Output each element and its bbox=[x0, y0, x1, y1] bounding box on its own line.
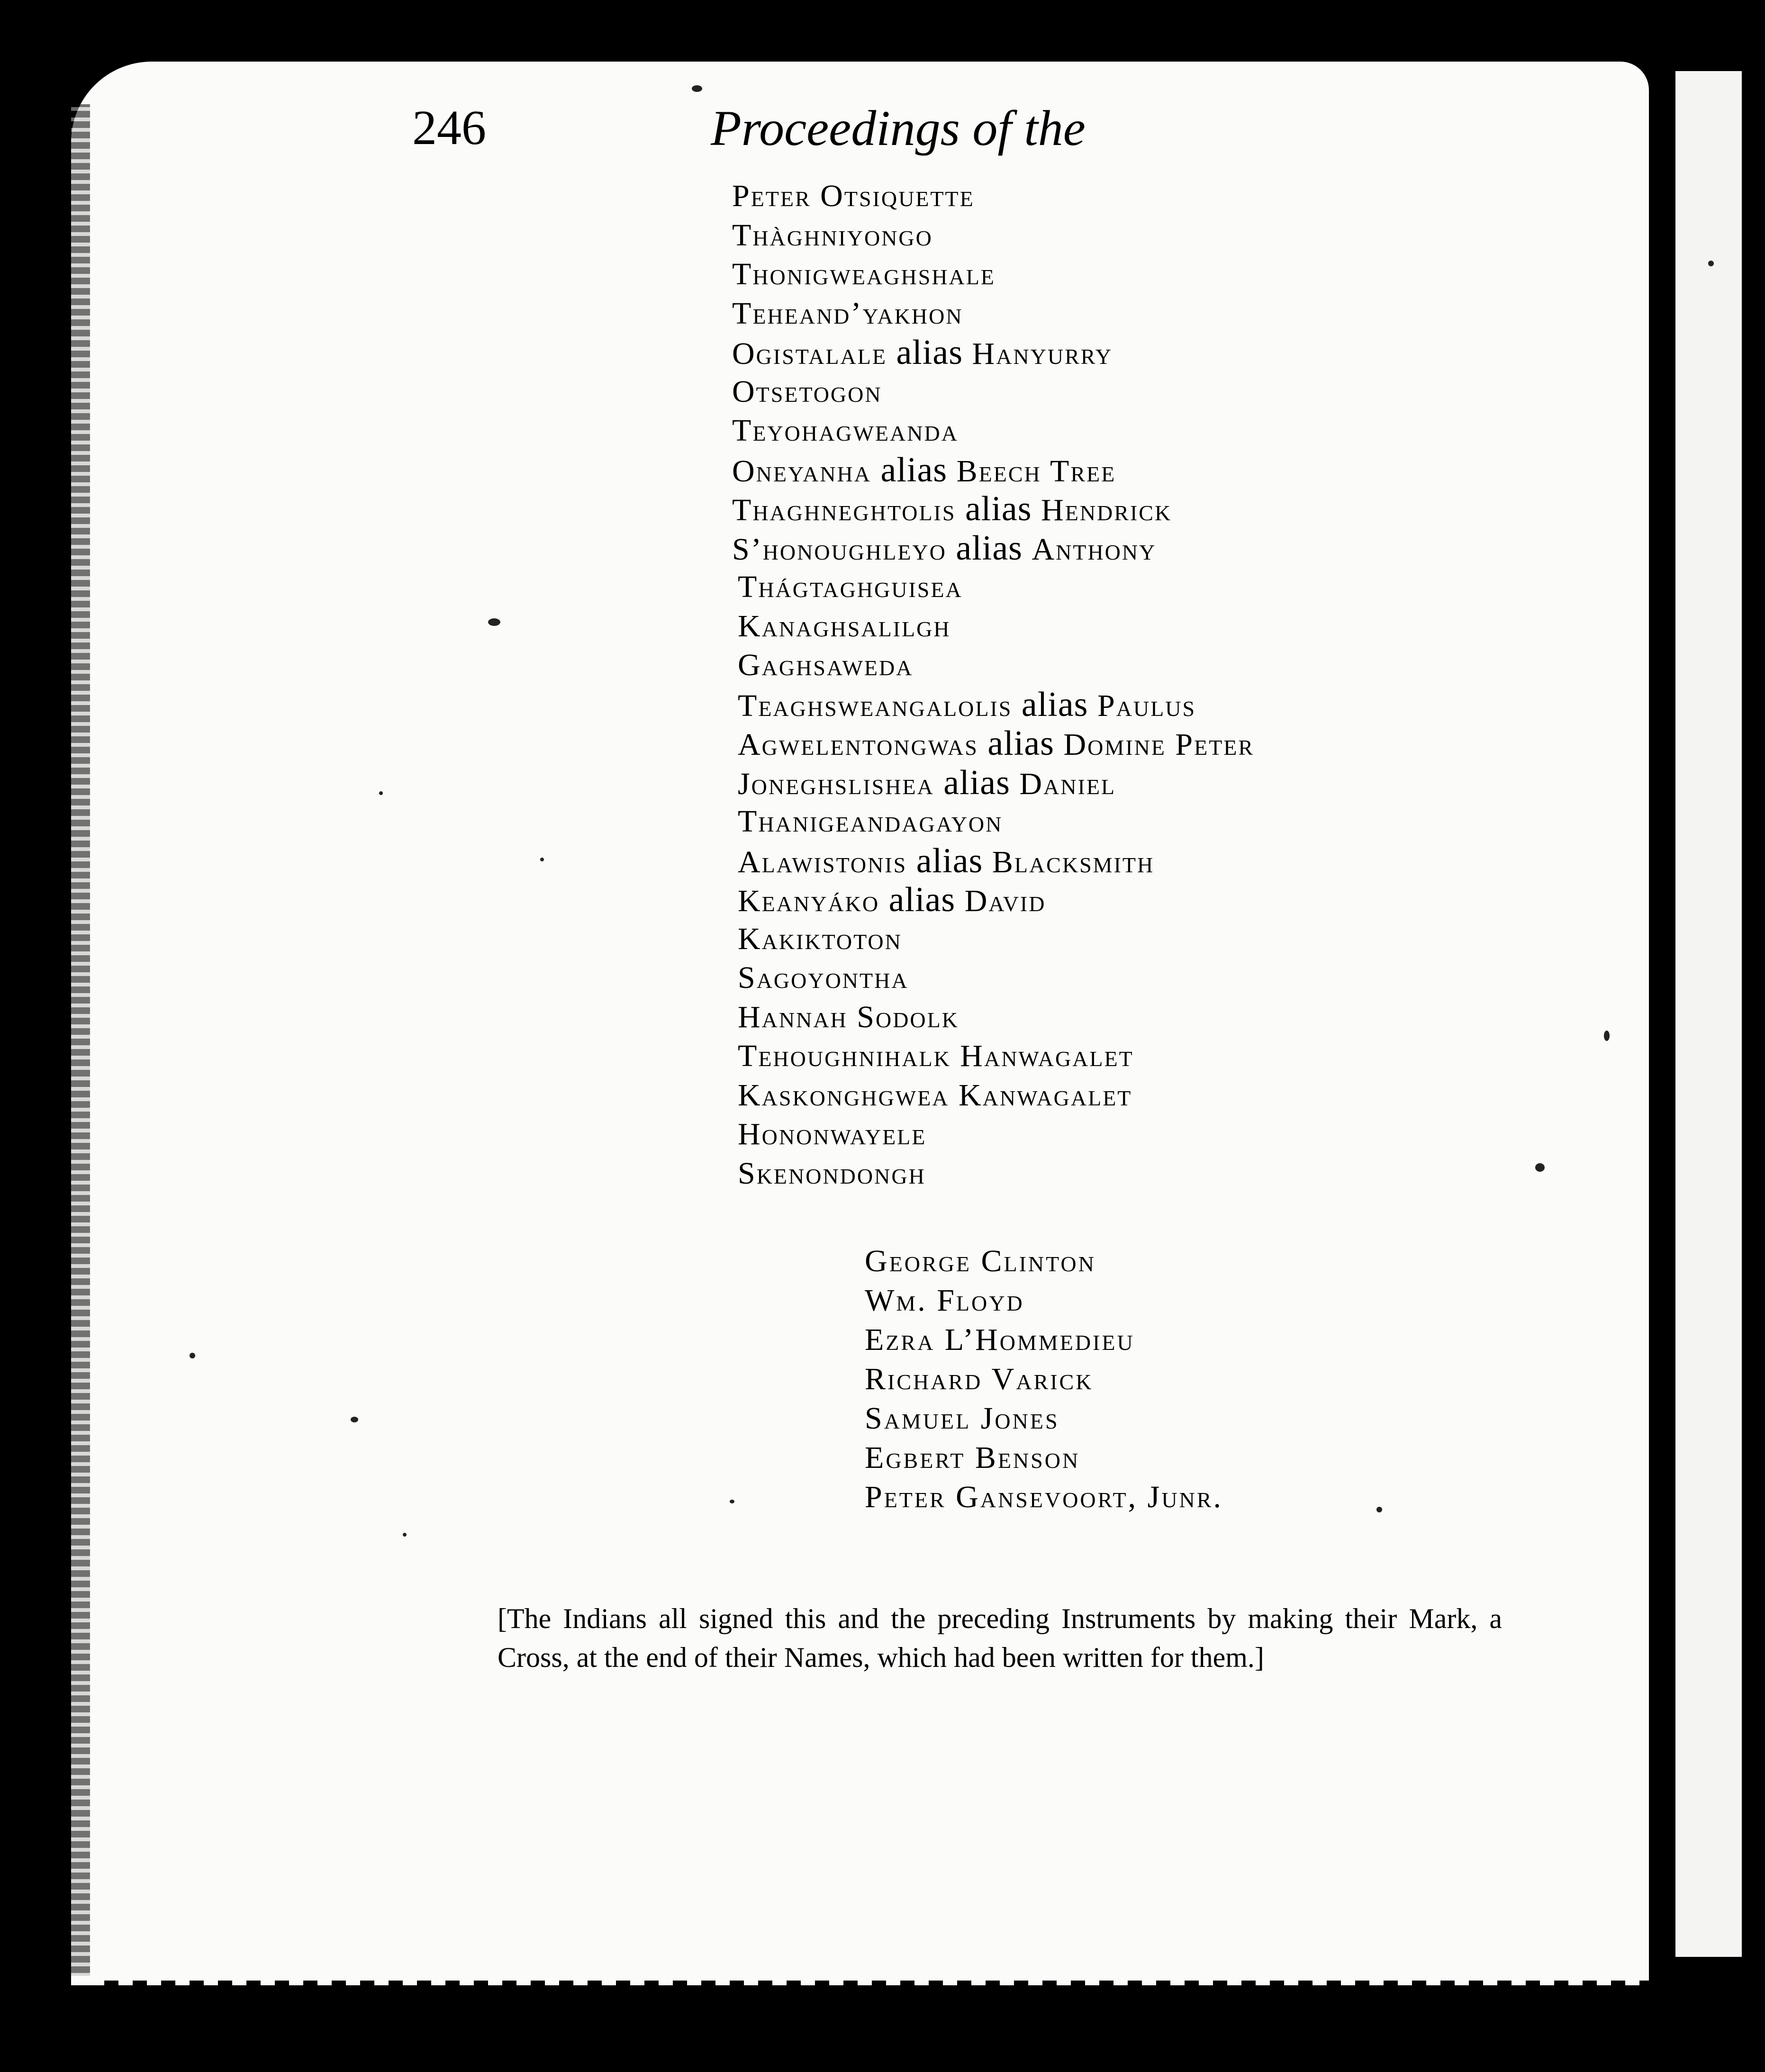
signatory-alias-name: Hendrick bbox=[1041, 493, 1172, 527]
list-item bbox=[732, 763, 1254, 803]
list-item bbox=[732, 802, 1254, 841]
next-page-edge bbox=[1668, 71, 1742, 1957]
list-item bbox=[732, 1076, 1254, 1115]
alias-word: alias bbox=[943, 763, 1010, 802]
signatory-name: Gaghsaweda bbox=[738, 648, 914, 682]
list-item bbox=[732, 646, 1254, 685]
list-item bbox=[732, 1154, 1254, 1194]
signatory-name: Kaskonghgwea Kanwagalet bbox=[738, 1077, 1132, 1113]
signatory-name: Thaghneghtolis bbox=[732, 493, 956, 527]
signatory-name: Tehoughnihalk Hanwagalet bbox=[738, 1039, 1134, 1073]
signatory-name: Teyohagweanda bbox=[732, 413, 959, 448]
list-item bbox=[732, 568, 1254, 607]
signatory-name: Keanyáko bbox=[738, 884, 880, 918]
list-item bbox=[732, 685, 1254, 724]
signatory-alias-name: Beech Tree bbox=[956, 453, 1116, 489]
speck bbox=[351, 1417, 358, 1422]
signatory-name: Alawistonis bbox=[738, 844, 907, 879]
commissioner-name: Wm. Floyd bbox=[865, 1283, 1024, 1318]
list-item bbox=[732, 255, 1254, 294]
speck bbox=[730, 1500, 734, 1503]
signatory-name: Sagoyontha bbox=[738, 960, 909, 995]
list-item bbox=[732, 451, 1254, 490]
list-item bbox=[732, 607, 1254, 646]
signatory-name: S’honoughleyo bbox=[732, 532, 947, 567]
commissioner-name: Ezra L’Hommedieu bbox=[865, 1322, 1135, 1357]
alias-word: alias bbox=[888, 880, 956, 919]
commissioner-name: Egbert Benson bbox=[865, 1440, 1080, 1475]
signatory-name: Joneghslishea bbox=[738, 766, 934, 801]
signatory-name: Skenondongh bbox=[738, 1156, 926, 1191]
speck bbox=[540, 858, 544, 861]
alias-word: alias bbox=[956, 528, 1023, 568]
commissioner-list bbox=[865, 1241, 1223, 1517]
signatory-name: Kanaghsalilgh bbox=[738, 608, 951, 643]
speck bbox=[190, 1353, 195, 1358]
alias-word: alias bbox=[1021, 685, 1088, 724]
list-item bbox=[732, 294, 1254, 334]
alias-word: alias bbox=[896, 333, 963, 372]
list-item bbox=[732, 372, 1254, 412]
list-item bbox=[732, 1115, 1254, 1154]
speck bbox=[379, 791, 383, 795]
list-item bbox=[732, 959, 1254, 998]
signatory-name: Thàghniyongo bbox=[732, 217, 933, 253]
commissioner-name: Samuel Jones bbox=[865, 1401, 1059, 1436]
speck bbox=[1535, 1163, 1545, 1172]
commissioner-name: George Clinton bbox=[865, 1244, 1096, 1278]
commissioner-name: Richard Varick bbox=[865, 1362, 1094, 1396]
scan-binding-edge bbox=[71, 104, 90, 1976]
signatory-alias-name: David bbox=[964, 884, 1046, 918]
list-item bbox=[732, 411, 1254, 451]
signatory-name: Oneyanha bbox=[732, 453, 871, 489]
page-number: 246 bbox=[412, 100, 486, 155]
alias-word: alias bbox=[916, 841, 983, 880]
signatory-name: Otsetogon bbox=[732, 374, 882, 409]
list-item bbox=[732, 998, 1254, 1037]
speck bbox=[403, 1533, 407, 1537]
signatory-alias-name: Anthony bbox=[1032, 532, 1157, 567]
commissioner-name: Peter Gansevoort, Junr. bbox=[865, 1480, 1223, 1514]
scan-bottom-edge bbox=[104, 1981, 1658, 1985]
list-item bbox=[732, 216, 1254, 255]
signatory-alias-name: Hanyurry bbox=[972, 336, 1113, 371]
signatory-alias-name: Domine Peter bbox=[1063, 727, 1255, 762]
alias-word: alias bbox=[880, 450, 948, 489]
signatory-name: Thanigeandagayon bbox=[738, 804, 1003, 839]
signatory-name: Teaghsweangalolis bbox=[738, 688, 1013, 723]
signatory-name: Peter Otsiquette bbox=[732, 179, 975, 213]
signatory-name: Agwelentongwas bbox=[738, 727, 978, 762]
running-title: Proceedings of the bbox=[711, 100, 1086, 156]
speck bbox=[1604, 1031, 1610, 1041]
list-item bbox=[732, 841, 1254, 881]
list-item bbox=[732, 489, 1254, 529]
list-item bbox=[732, 724, 1254, 763]
signatory-name: Ogistalale bbox=[732, 336, 887, 371]
signatory-alias-name: Daniel bbox=[1019, 766, 1116, 801]
signatory-list bbox=[732, 177, 1254, 1193]
speck bbox=[1708, 261, 1714, 266]
alias-word: alias bbox=[965, 489, 1032, 528]
signatory-alias-name: Blacksmith bbox=[992, 844, 1155, 879]
signatory-alias-name: Paulus bbox=[1097, 688, 1196, 723]
speck bbox=[1376, 1507, 1382, 1512]
list-item bbox=[732, 333, 1254, 372]
signatory-name: Thágtaghguisea bbox=[738, 570, 963, 604]
signatory-name: Hannah Sodolk bbox=[738, 999, 959, 1034]
editorial-note: [The Indians all signed this and the preceding Instruments by making their Mark, a Cross, at the end of their Names, which had been written for them.] bbox=[498, 1603, 1502, 1673]
signatory-name: Teheand’yakhon bbox=[732, 296, 963, 331]
list-item bbox=[732, 880, 1254, 920]
list-item bbox=[732, 529, 1254, 568]
speck bbox=[692, 85, 702, 92]
signatory-name: Kakiktoton bbox=[738, 921, 902, 956]
signatory-name: Thonigweaghshale bbox=[732, 257, 996, 291]
speck bbox=[488, 618, 500, 626]
signatory-name: Hononwayele bbox=[738, 1117, 927, 1151]
list-item bbox=[732, 177, 1254, 216]
alias-word: alias bbox=[987, 724, 1054, 763]
list-item bbox=[732, 920, 1254, 959]
list-item bbox=[732, 1037, 1254, 1076]
